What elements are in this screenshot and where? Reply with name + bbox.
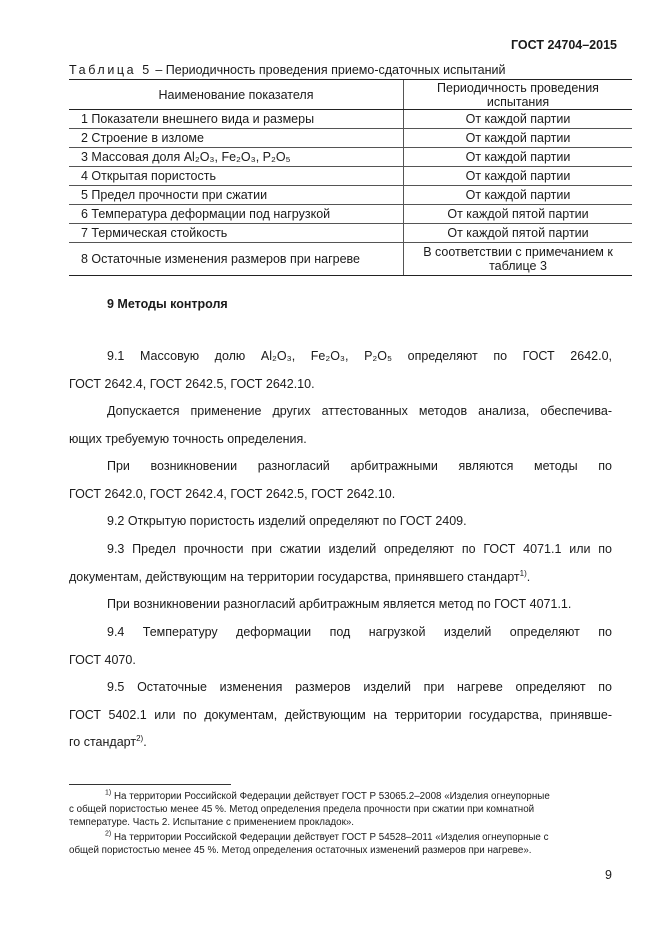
paragraph-text: документам, действующим на территории государства, принявшего стандарт	[69, 569, 520, 584]
indicator-name: 5 Предел прочности при сжатии	[69, 186, 404, 205]
table-caption	[69, 63, 506, 77]
test-period: От каждой партии	[404, 110, 633, 129]
paragraph-line: Допускается применение других аттестованных методов анализа, обеспечива-	[107, 404, 612, 418]
paragraph-line: 9.5 Остаточные изменения размеров изделий при нагреве определяют по	[107, 680, 612, 694]
footnote-1	[69, 790, 612, 830]
footnote-ref: 2)	[136, 733, 144, 743]
table-row	[69, 186, 632, 205]
paragraph-line: ГОСТ 4070.	[69, 652, 136, 667]
paragraph-9-5	[69, 674, 612, 757]
paragraph-text: .	[143, 735, 147, 749]
footnote-line: с общей пористостью менее 45 %. Метод определения предела прочности при сжатии при комнатной	[69, 804, 535, 816]
indicator-name: 1 Показатели внешнего вида и размеры	[69, 110, 404, 129]
test-period: От каждой партии	[404, 148, 633, 167]
paragraph-9-3	[69, 536, 612, 591]
paragraph-arbitration-methods	[69, 453, 612, 508]
test-period: В соответствии с примечанием к таблице 3	[404, 243, 633, 276]
test-period: От каждой пятой партии	[404, 224, 633, 243]
paragraph-9-2	[69, 508, 612, 536]
paragraph-line: 9.1 Массовую долю Al₂O₃, Fe₂O₃, P₂O₅ определяют по ГОСТ 2642.0,	[107, 349, 612, 363]
paragraph-9-4	[69, 619, 612, 674]
column-header-name: Наименование показателя	[69, 80, 404, 110]
paragraph-text: го стандарт	[69, 735, 137, 749]
table-5	[69, 79, 632, 276]
footnote-text: На территории Российской Федерации действует ГОСТ Р 54528–2011 «Изделия огнеупорные с	[111, 832, 549, 843]
footnote-line: общей пористостью менее 45 %. Метод определения остаточных изменений размеров при нагреве».	[69, 845, 532, 857]
paragraph-line	[69, 564, 612, 592]
table-header-row	[69, 80, 632, 110]
footnote-line: температуре. Часть 2. Испытание с применением прокладок».	[69, 817, 355, 829]
footnote-line	[69, 790, 612, 803]
footnote-line	[69, 831, 612, 844]
paragraph-arbitration-method	[69, 591, 612, 619]
table-row	[69, 224, 632, 243]
indicator-name: 8 Остаточные изменения размеров при нагреве	[69, 243, 404, 276]
table-row	[69, 110, 632, 129]
paragraph-line: При возникновении разногласий арбитражным является метод по ГОСТ 4071.1.	[107, 597, 572, 611]
page-number: 9	[605, 868, 612, 882]
test-period: От каждой партии	[404, 186, 633, 205]
paragraph-9-1	[69, 343, 612, 398]
table-row	[69, 243, 632, 276]
indicator-name: 4 Открытая пористость	[69, 167, 404, 186]
paragraph-line: 9.2 Открытую пористость изделий определяют по ГОСТ 2409.	[107, 514, 467, 528]
table-caption-label: Таблица 5	[69, 63, 152, 77]
footnote-mark: 2)	[105, 830, 112, 838]
paragraph-line: ГОСТ 2642.4, ГОСТ 2642.5, ГОСТ 2642.10.	[69, 376, 315, 391]
paragraph-line	[69, 729, 612, 757]
paragraph-line: ГОСТ 5402.1 или по документам, действующим на территории государства, принявше-	[69, 707, 612, 722]
indicator-name: 2 Строение в изломе	[69, 129, 404, 148]
indicator-name: 7 Термическая стойкость	[69, 224, 404, 243]
test-period: От каждой партии	[404, 167, 633, 186]
column-header-period: Периодичность проведения испытания	[404, 80, 633, 110]
paragraph-line: ГОСТ 2642.0, ГОСТ 2642.4, ГОСТ 2642.5, ГОСТ 2642.10.	[69, 486, 396, 501]
paragraph-line: 9.3 Предел прочности при сжатии изделий определяют по ГОСТ 4071.1 или по	[107, 542, 612, 556]
test-period: От каждой пятой партии	[404, 205, 633, 224]
table-row	[69, 148, 632, 167]
table-row	[69, 205, 632, 224]
footnote-2	[69, 831, 612, 857]
document-header: ГОСТ 24704–2015	[511, 38, 617, 52]
paragraph-line: 9.4 Температуру деформации под нагрузкой изделий определяют по	[107, 625, 612, 639]
table-row	[69, 129, 632, 148]
table-row	[69, 167, 632, 186]
paragraph-line: При возникновении разногласий арбитражными являются методы по	[107, 459, 612, 473]
paragraph-alternative-methods	[69, 398, 612, 453]
footnote-ref: 1)	[519, 568, 527, 578]
test-period: От каждой партии	[404, 129, 633, 148]
paragraph-text: .	[526, 569, 531, 584]
indicator-name: 3 Массовая доля Al₂O₃, Fe₂O₃, P₂O₅	[69, 148, 404, 167]
footnote-separator	[69, 784, 231, 785]
footnote-text: На территории Российской Федерации действует ГОСТ Р 53065.2–2008 «Изделия огнеупорные	[111, 791, 550, 802]
paragraph-line: ющих требуемую точность определения.	[69, 431, 307, 446]
indicator-name: 6 Температура деформации под нагрузкой	[69, 205, 404, 224]
section-title: 9 Методы контроля	[107, 297, 228, 311]
footnote-mark: 1)	[105, 789, 112, 797]
table-caption-text: – Периодичность проведения приемо-сдаточных испытаний	[155, 63, 506, 77]
